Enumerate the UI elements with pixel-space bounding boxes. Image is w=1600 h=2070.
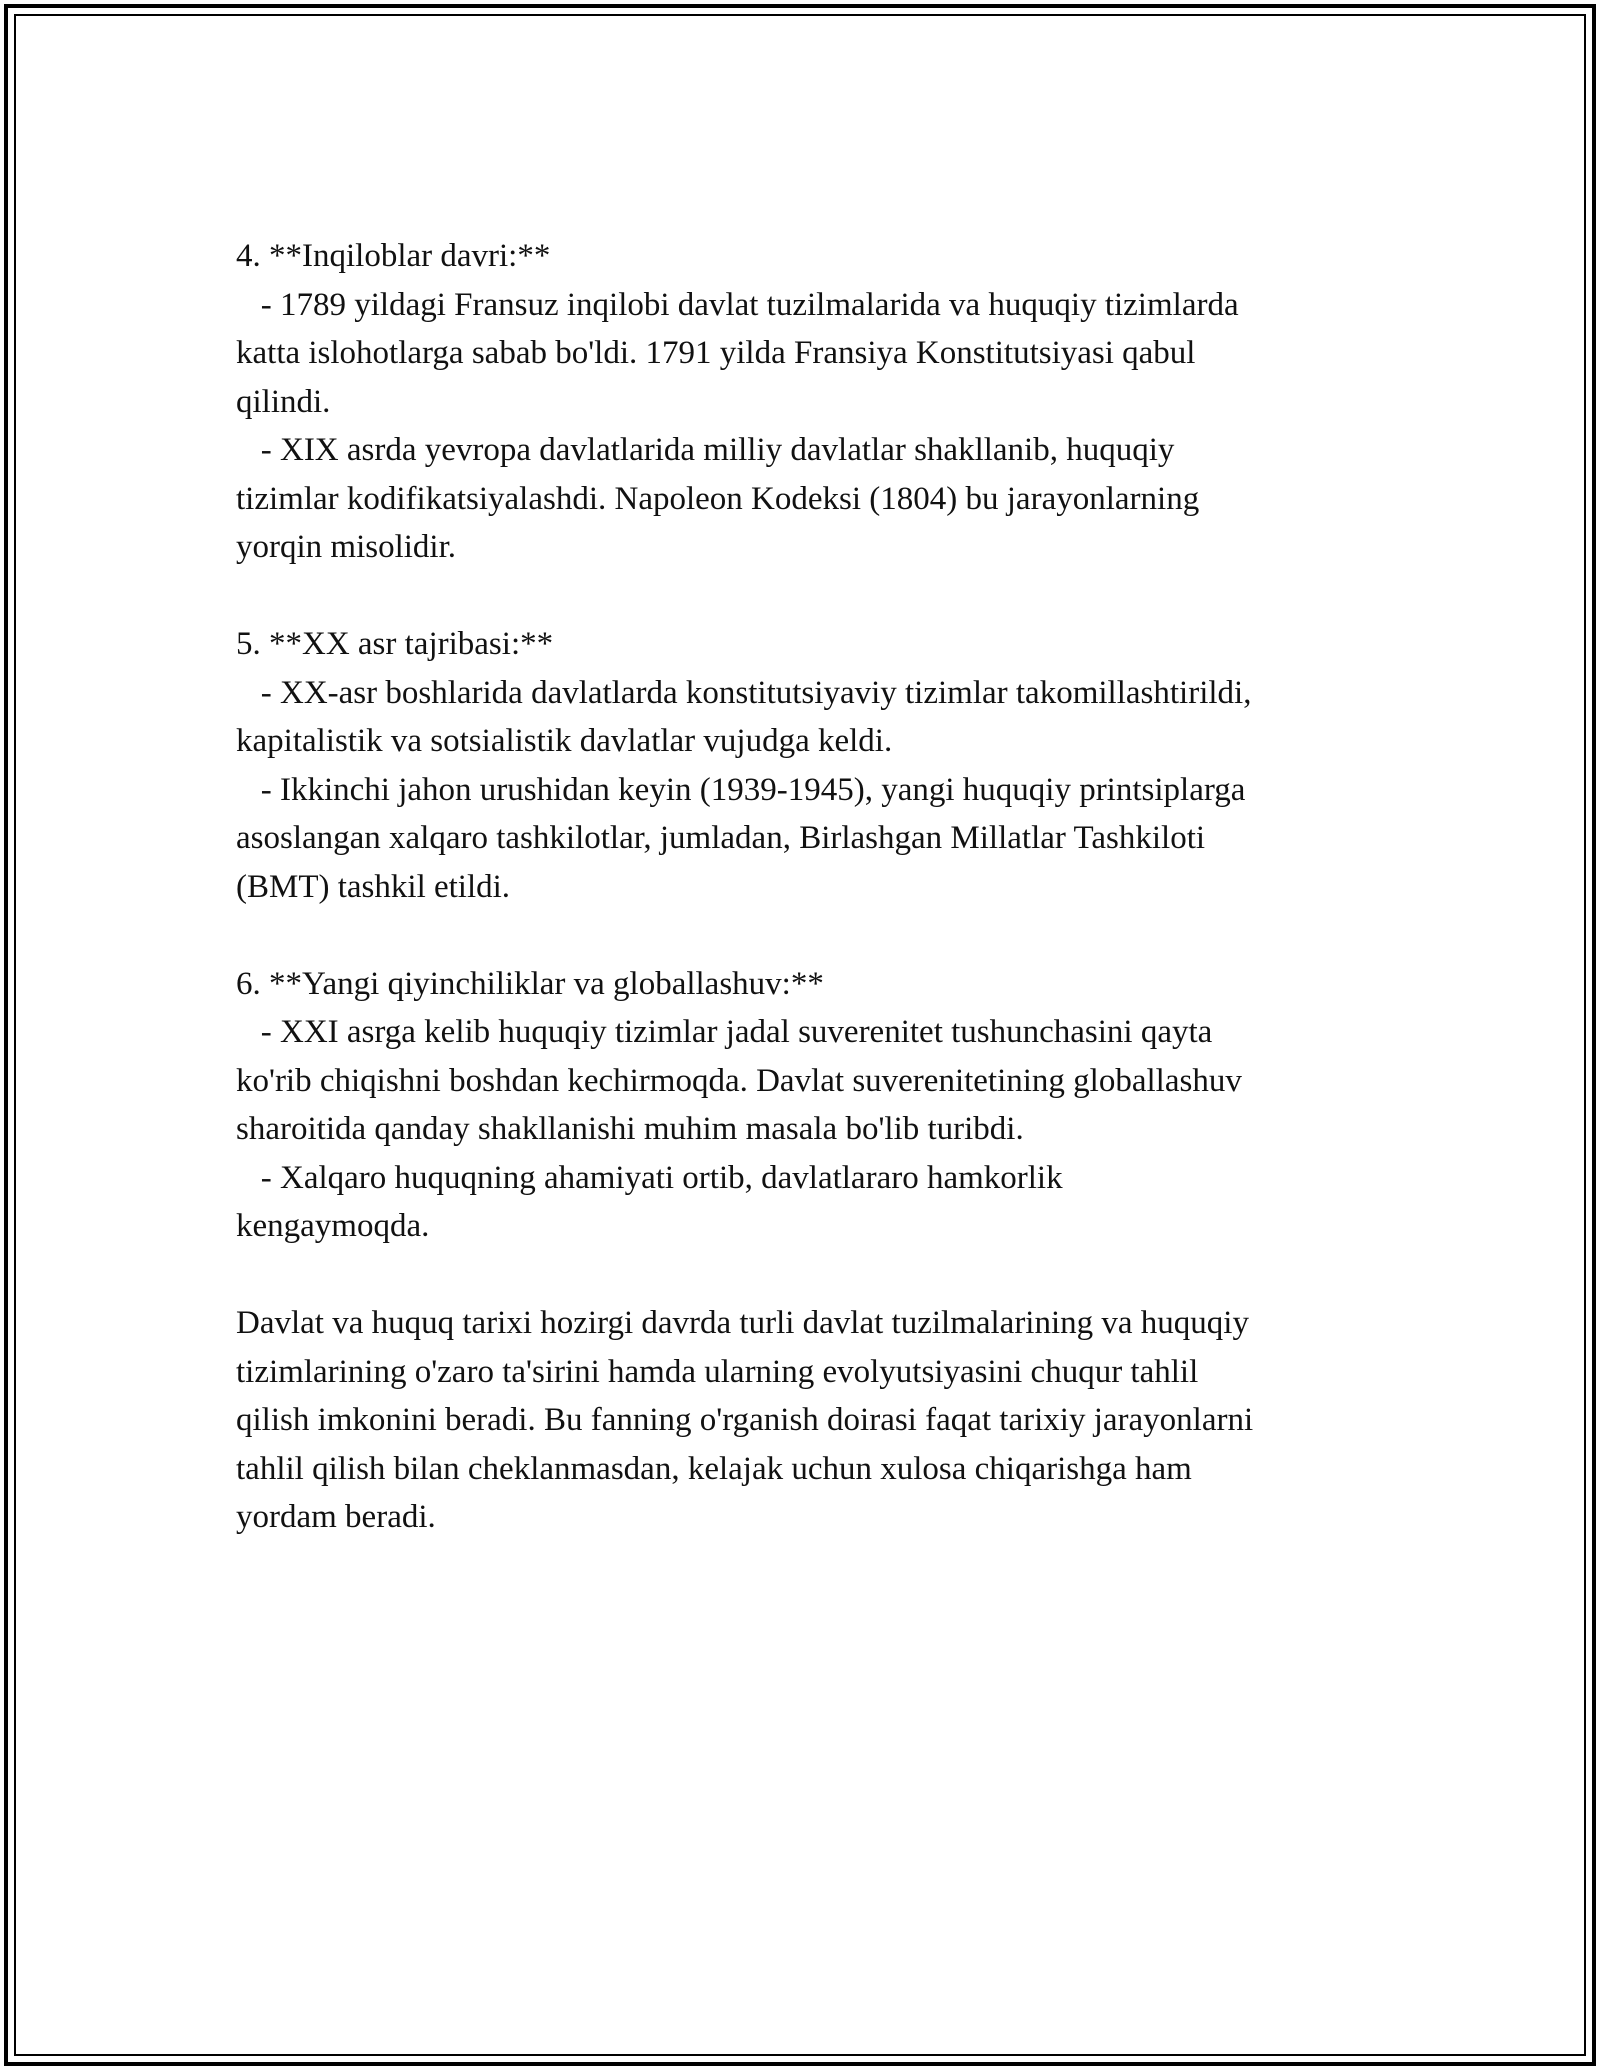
section-line: yorqin misolidir.: [236, 529, 457, 565]
conclusion-line: qilish imkonini beradi. Bu fanning o'rganish doirasi faqat tarixiy jarayonlarni: [236, 1402, 1254, 1438]
section-heading: 5. **XX asr tajribasi:**: [236, 626, 554, 662]
section-line: katta islohotlarga sabab bo'ldi. 1791 yilda Fransiya Konstitutsiyasi qabul: [236, 335, 1196, 371]
section-6: [236, 960, 1386, 1251]
section-line: - Ikkinchi jahon urushidan keyin (1939-1945), yangi huquqiy printsiplarga: [236, 771, 1246, 808]
paragraph-gap: [236, 1251, 1386, 1300]
section-line: ko'rib chiqishni boshdan kechirmoqda. Davlat suverenitetining globallashuv: [236, 1062, 1242, 1099]
section-line: - XXI asrga kelib huquqiy tizimlar jadal suverenitet tushunchasini qayta: [236, 1014, 1213, 1050]
paragraph-gap: [236, 572, 1386, 621]
conclusion-line: Davlat va huquq tarixi hozirgi davrda turli davlat tuzilmalarining va huquqiy: [236, 1305, 1249, 1341]
section-line: qilindi.: [236, 383, 331, 420]
paragraph-gap: [236, 911, 1386, 960]
conclusion-line: tizimlarining o'zaro ta'sirini hamda ularning evolyutsiyasini chuqur tahlil: [236, 1353, 1199, 1390]
section-line: kapitalistik va sotsialistik davlatlar vujudga keldi.: [236, 723, 893, 759]
section-4: [236, 232, 1386, 572]
section-line: asoslangan xalqaro tashkilotlar, jumladan, Birlashgan Millatlar Tashkiloti: [236, 820, 1206, 856]
document-body: [236, 232, 1386, 1542]
section-heading: 6. **Yangi qiyinchiliklar va globallashuv:**: [236, 965, 824, 1002]
section-line: - XX-asr boshlarida davlatlarda konstitutsiyaviy tizimlar takomillashtirildi,: [236, 674, 1252, 711]
section-line: - 1789 yildagi Fransuz inqilobi davlat tuzilmalarida va huquqiy tizimlarda: [236, 286, 1239, 323]
section-line: - Xalqaro huquqning ahamiyati ortib, davlatlararo hamkorlik: [236, 1159, 1063, 1196]
conclusion-paragraph: [236, 1299, 1386, 1542]
section-line: tizimlar kodifikatsiyalashdi. Napoleon Kodeksi (1804) bu jarayonlarning: [236, 480, 1200, 517]
section-line: (BMT) tashkil etildi.: [236, 868, 511, 905]
section-line: kengaymoqda.: [236, 1208, 430, 1244]
section-heading: 4. **Inqiloblar davri:**: [236, 238, 551, 274]
section-5: [236, 620, 1386, 911]
section-line: - XIX asrda yevropa davlatlarida milliy davlatlar shakllanib, huquqiy: [236, 432, 1175, 468]
conclusion-line: yordam beradi.: [236, 1499, 436, 1535]
section-line: sharoitida qanday shakllanishi muhim masala bo'lib turibdi.: [236, 1111, 1024, 1147]
conclusion-line: tahlil qilish bilan cheklanmasdan, kelajak uchun xulosa chiqarishga ham: [236, 1450, 1192, 1487]
